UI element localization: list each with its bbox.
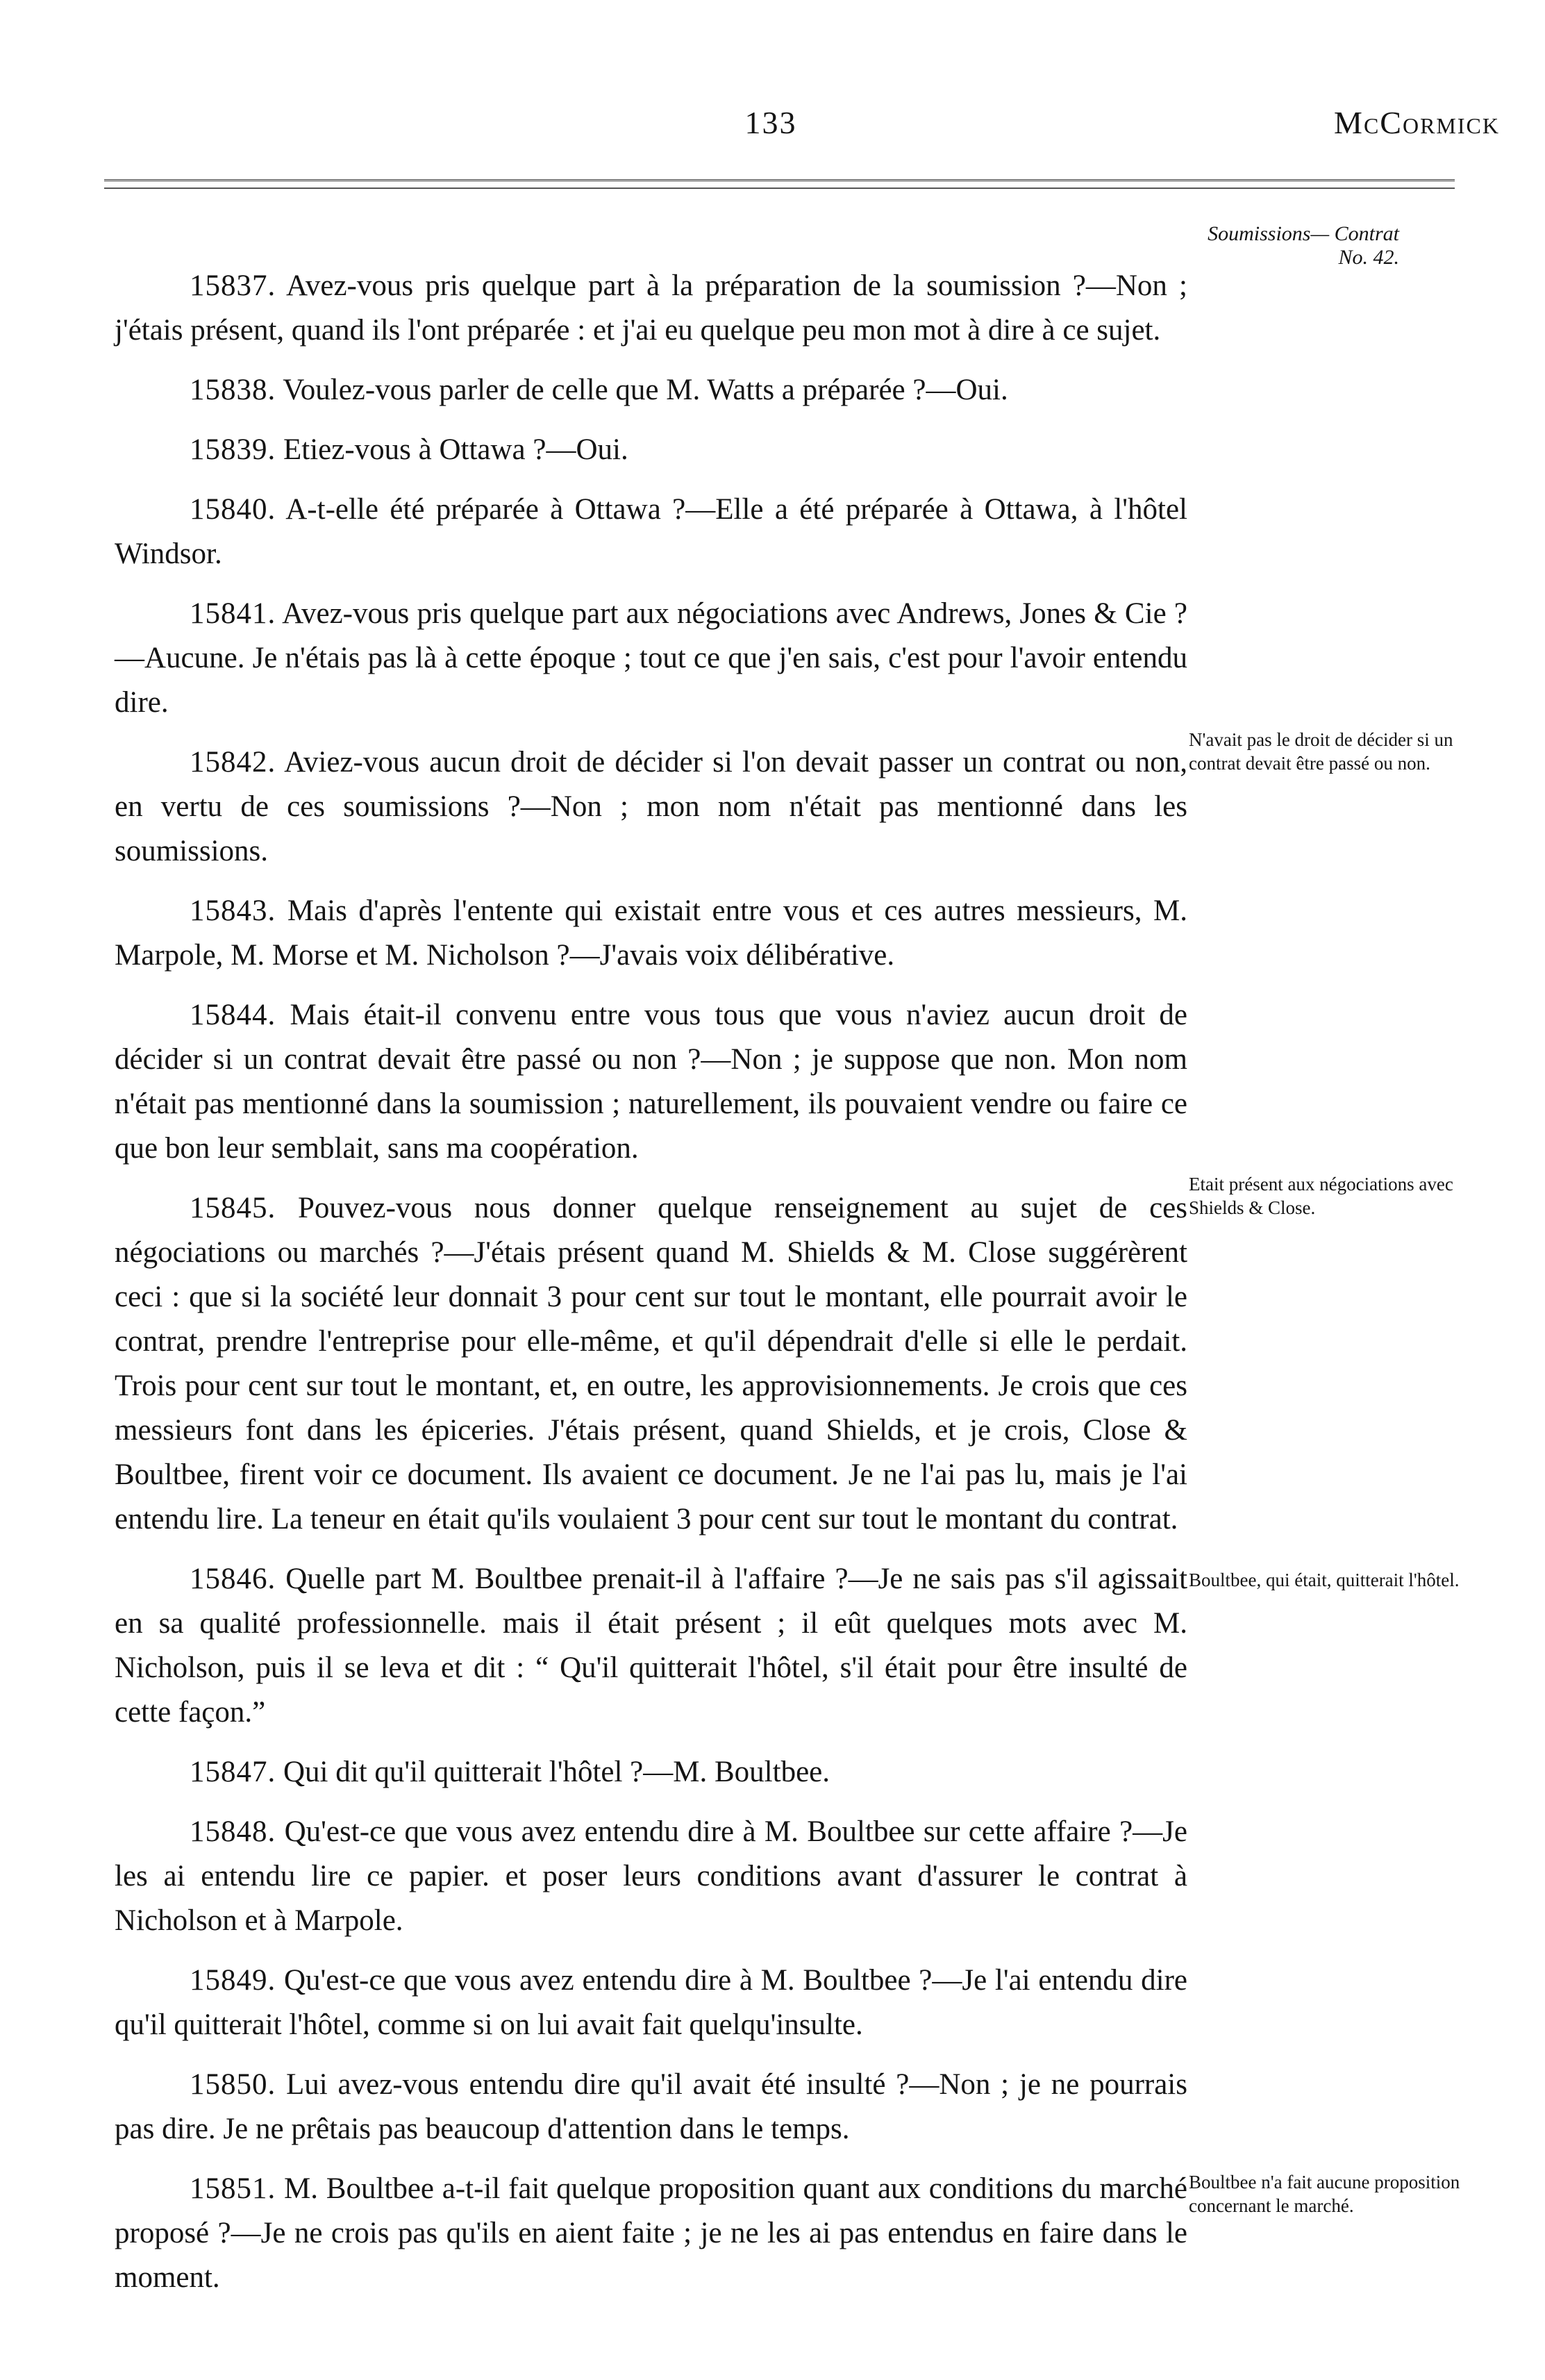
question-number: 15844. xyxy=(190,999,276,1031)
question-text: Aviez-vous aucun droit de décider si l'on devait passer un contrat ou non, en vertu de ces soumissions ?—Non ; mon nom n'était pas mentionné dans les soumissions. xyxy=(115,746,1187,867)
question-number: 15838. xyxy=(190,374,276,406)
question-paragraph xyxy=(115,889,1187,978)
question-text: M. Boultbee a-t-il fait quelque proposition quant aux conditions du marché proposé ?—Je ne crois pas qu'ils en aient faite ; je ne les ai pas entendus en faire dans le moment. xyxy=(115,2172,1188,2294)
question-paragraph xyxy=(115,740,1187,874)
margin-note: Soumissions— Contrat No. 42. xyxy=(1208,222,1399,269)
question-paragraph xyxy=(115,1186,1187,1542)
page-number: 133 xyxy=(744,105,797,140)
question-number: 15839. xyxy=(190,433,276,466)
question-paragraph xyxy=(115,1810,1187,1943)
question-number: 15842. xyxy=(190,746,276,779)
question-paragraph xyxy=(115,264,1187,353)
question-number: 15846. xyxy=(190,1563,276,1595)
question-text: Quelle part M. Boultbee prenait-il à l'affaire ?—Je ne sais pas s'il agissait en sa qualité professionnelle. mais il était présent ; il eût quelques mots avec M. Nicholson, puis il se leva et dit : “ Qu'il quitterait l'hôtel, s'il était pour être insulté de cette façon.” xyxy=(115,1563,1188,1729)
question-text: Voulez-vous parler de celle que M. Watts a préparée ?—Oui. xyxy=(283,374,1008,406)
question-text: Mais était-il convenu entre vous tous que vous n'aviez aucun droit de décider si un contrat devait être passé ou non ?—Non ; je suppose que non. Mon nom n'était pas mentionné dans la soumission ; naturellement, ils pouvaient vendre ou faire ce que bon leur semblait, sans ma coopération. xyxy=(115,999,1187,1165)
question-paragraph xyxy=(115,592,1187,725)
question-text: Etiez-vous à Ottawa ?—Oui. xyxy=(283,433,628,466)
question-number: 15841. xyxy=(190,597,276,630)
question-number: 15840. xyxy=(190,493,276,526)
question-number: 15851. xyxy=(190,2172,276,2205)
header-rule xyxy=(104,179,1455,181)
question-text: Avez-vous pris quelque part à la préparation de la soumission ?—Non ; j'étais présent, quand ils l'ont préparée : et j'ai eu quelque peu mon mot à dire à ce sujet. xyxy=(115,269,1187,347)
question-text: Qu'est-ce que vous avez entendu dire à M. Boultbee sur cette affaire ?—Je les ai entendu lire ce papier. et poser leurs conditions avant d'assurer le contrat à Nicholson et à Marpole. xyxy=(115,1815,1187,1937)
question-text: Pouvez-vous nous donner quelque renseignement au sujet de ces négociations ou marchés ?—J'étais présent quand M. Shields & M. Close suggérèrent ceci : que si la société leur donnait 3 pour cent sur tout le montant, elle pourrait avoir le contrat, prendre l'entreprise pour elle-même, et qu'il dépendrait d'elle si elle le perdait. Trois pour cent sur tout le montant, et, en outre, les approvisionnements. Je crois que ces messieurs font dans les épiceries. J'étais présent, quand Shields, et je crois, Close & Boultbee, firent voir ce document. Ils avaient ce document. Je ne l'ai pas lu, mais je l'ai entendu lire. La teneur en était qu'ils voulaient 3 pour cent sur tout le montant du contrat. xyxy=(115,1192,1188,1536)
question-number: 15849. xyxy=(190,1964,276,1997)
question-number: 15843. xyxy=(190,894,276,927)
question-paragraph xyxy=(115,993,1187,1171)
margin-note: Boultbee n'a fait aucune proposition concernant le marché. xyxy=(1189,2172,1460,2216)
question-paragraph xyxy=(115,1557,1187,1735)
question-text: Avez-vous pris quelque part aux négociations avec Andrews, Jones & Cie ?—Aucune. Je n'étais pas là à cette époque ; tout ce que j'en sais, c'est pour l'avoir entendu dire. xyxy=(115,597,1187,719)
question-paragraph xyxy=(115,1750,1187,1795)
question-paragraph xyxy=(115,1958,1187,2047)
margin-note: N'avait pas le droit de décider si un contrat devait être passé ou non. xyxy=(1189,729,1453,774)
question-number: 15848. xyxy=(190,1815,276,1848)
question-text: A-t-elle été préparée à Ottawa ?—Elle a été préparée à Ottawa, à l'hôtel Windsor. xyxy=(115,493,1187,570)
question-number: 15845. xyxy=(190,1192,276,1224)
question-paragraph xyxy=(115,368,1187,413)
question-text: Mais d'après l'entente qui existait entre vous et ces autres messieurs, M. Marpole, M. Morse et M. Nicholson ?—J'avais voix délibérative. xyxy=(115,894,1187,972)
main-text xyxy=(115,264,1187,2315)
header-rule-secondary xyxy=(104,188,1455,189)
question-paragraph xyxy=(115,2167,1187,2300)
margin-note: Etait présent aux négociations avec Shields & Close. xyxy=(1189,1174,1453,1218)
question-number: 15847. xyxy=(190,1756,276,1788)
question-paragraph xyxy=(115,2063,1187,2152)
question-text: Lui avez-vous entendu dire qu'il avait été insulté ?—Non ; je ne pourrais pas dire. Je ne prêtais pas beaucoup d'attention dans le temps. xyxy=(115,2068,1187,2145)
question-text: Qu'est-ce que vous avez entendu dire à M. Boultbee ?—Je l'ai entendu dire qu'il quitterait l'hôtel, comme si on lui avait fait quelqu'insulte. xyxy=(115,1964,1187,2041)
running-title: McCormick xyxy=(1334,105,1500,140)
question-paragraph xyxy=(115,428,1187,472)
question-number: 15837. xyxy=(190,269,276,302)
question-number: 15850. xyxy=(190,2068,276,2101)
margin-note: Boultbee, qui était, quitterait l'hôtel. xyxy=(1189,1570,1460,1590)
question-paragraph xyxy=(115,488,1187,576)
question-text: Qui dit qu'il quitterait l'hôtel ?—M. Boultbee. xyxy=(283,1756,830,1788)
